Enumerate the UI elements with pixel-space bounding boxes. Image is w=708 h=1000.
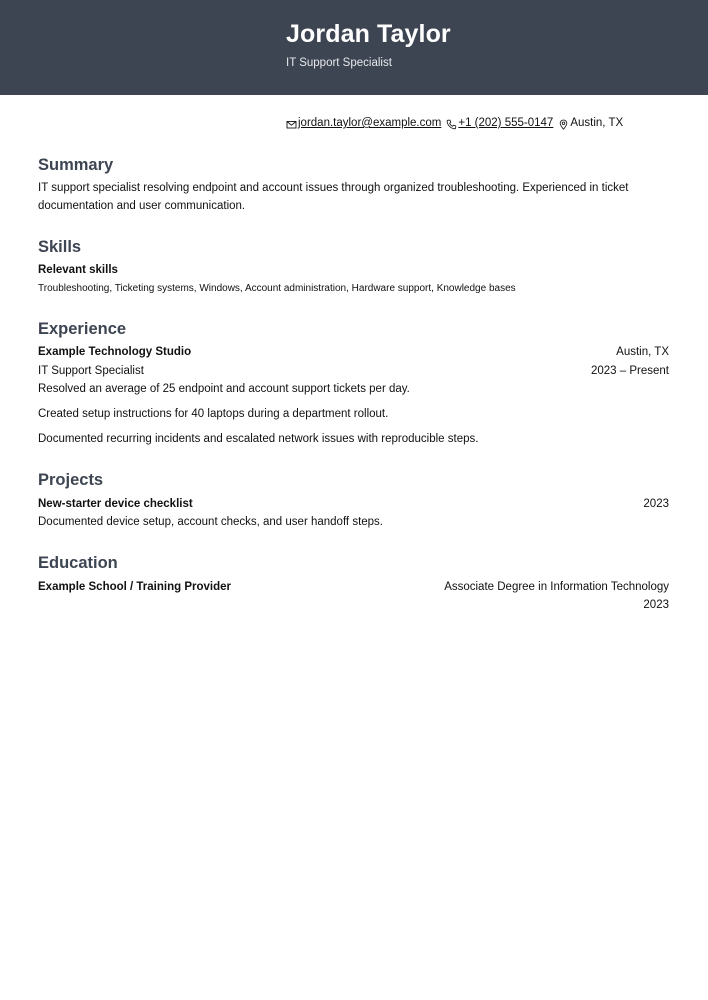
phone-icon: [446, 119, 457, 130]
project-name: New-starter device checklist: [38, 498, 193, 510]
candidate-title: IT Support Specialist: [286, 57, 392, 69]
mail-icon: [286, 119, 297, 130]
experience-location: Austin, TX: [616, 346, 669, 358]
education-heading: Education: [38, 554, 118, 572]
education-school: Example School / Training Provider: [38, 581, 231, 593]
education-degree: Associate Degree in Information Technology: [444, 581, 669, 593]
project-description: Documented device setup, account checks, and user handoff steps.: [38, 516, 383, 528]
skills-heading: Skills: [38, 238, 82, 256]
experience-bullet: Created setup instructions for 40 laptops during a department rollout.: [38, 408, 389, 420]
experience-company: Example Technology Studio: [38, 346, 192, 358]
skills-list: Troubleshooting, Ticketing systems, Windows, Account administration, Hardware support, Knowledge bases: [38, 283, 516, 294]
location-text: Austin, TX: [570, 117, 624, 129]
candidate-name: Jordan Taylor: [286, 20, 451, 48]
summary-text: IT support specialist resolving endpoint and account issues through organized troubleshooting. Experienced in ticket documentation and user communication.: [38, 182, 629, 212]
education-year: 2023: [643, 599, 669, 611]
skills-group-label: Relevant skills: [38, 264, 118, 276]
projects-heading: Projects: [38, 471, 104, 489]
contact-line: [286, 117, 623, 129]
phone-link[interactable]: +1 (202) 555-0147: [458, 117, 554, 129]
experience-heading: Experience: [38, 320, 127, 338]
experience-role: IT Support Specialist: [38, 365, 144, 377]
email-link[interactable]: jordan.taylor@example.com: [298, 117, 442, 129]
experience-dates: 2023 – Present: [590, 365, 669, 377]
resume-header: [0, 0, 708, 95]
experience-bullet: Resolved an average of 25 endpoint and account support tickets per day.: [38, 383, 410, 395]
location-pin-icon: [558, 119, 569, 130]
experience-bullet: Documented recurring incidents and escalated network issues with reproducible steps.: [38, 433, 479, 445]
summary-heading: Summary: [38, 156, 114, 174]
project-year: 2023: [643, 498, 669, 510]
